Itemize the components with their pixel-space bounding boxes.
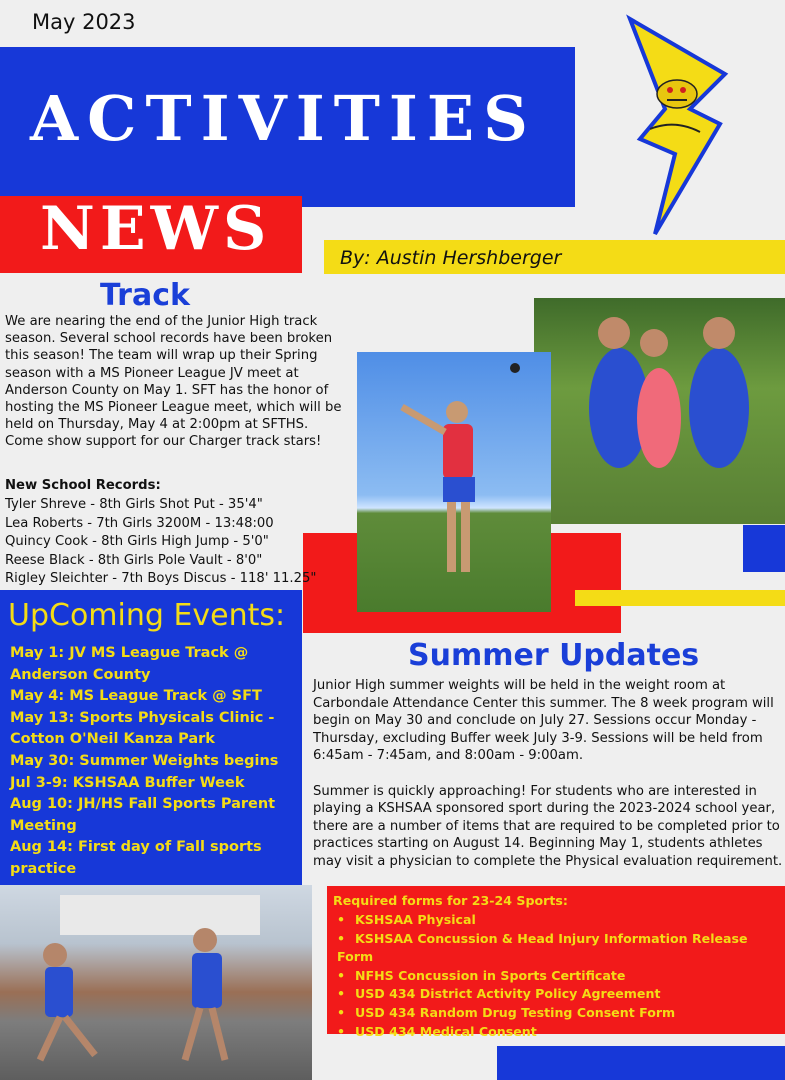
byline: By: Austin Hershberger	[340, 247, 562, 269]
upcoming-events-heading: UpComing Events:	[8, 598, 286, 633]
upcoming-events-list	[10, 643, 295, 881]
lightning-bolt-mascot-icon	[615, 14, 730, 239]
form-item: • USD 434 Random Drug Testing Consent Form	[337, 1004, 785, 1023]
summer-paragraph: Summer is quickly approaching! For students who are interested in playing a KSHSAA sponsored sport during the 2023-2024 school year, there are a number of items that are required to be completed prior to practices starting on August 14. Beginning May 1, students athletes may visit a physician to complete the Physical evaluation requirement.	[313, 783, 783, 869]
form-item: • NFHS Concussion in Sports Certificate	[337, 967, 785, 986]
event-item	[10, 751, 295, 773]
event-date: May 13:	[10, 709, 75, 726]
event-text: KSHSAA Buffer Week	[67, 774, 245, 791]
blue-accent-bottom	[497, 1046, 785, 1080]
photo-boys-sprinters	[0, 885, 312, 1080]
photo-distance-runners	[534, 298, 785, 524]
records-list	[5, 496, 316, 589]
event-text: Summer Weights begins	[74, 752, 279, 769]
event-item	[10, 686, 295, 708]
event-item	[10, 708, 295, 751]
event-date: Jul 3-9:	[10, 774, 68, 791]
event-item	[10, 773, 295, 795]
event-date: Aug 10:	[10, 796, 73, 813]
photo-shot-put	[357, 352, 551, 612]
record-item: Reese Black - 8th Girls Pole Vault - 8'0"	[5, 552, 263, 568]
event-item	[10, 794, 295, 837]
event-text: JH/HS Fall Sports Parent Meeting	[10, 796, 276, 834]
yellow-accent-stripe	[575, 590, 785, 606]
form-item: • USD 434 Medical Consent	[337, 1023, 785, 1042]
required-forms-heading: Required forms for 23-24 Sports:	[333, 893, 568, 908]
track-body: We are nearing the end of the Junior High track season. Several school records have been broken this season! The team will wrap up their Spring season with a MS Pioneer League JV meet at Anderson County on May 1. SFT has the honor of hosting the MS Pioneer League meet, which will be held on Thursday, May 4 at 2:00pm at SFTHS. Come show support for our Charger track stars!	[5, 314, 342, 450]
records-heading: New School Records:	[5, 478, 161, 493]
record-item: Lea Roberts - 7th Girls 3200M - 13:48:00	[5, 515, 274, 531]
event-date: Aug 14:	[10, 839, 73, 856]
record-item: Tyler Shreve - 8th Girls Shot Put - 35'4"	[5, 497, 263, 512]
blue-accent-square	[743, 525, 785, 572]
issue-date: May 2023	[32, 10, 136, 34]
title-activities: ACTIVITIES	[30, 82, 537, 155]
event-text: JV MS League Track @ Anderson County	[10, 645, 249, 683]
summer-updates-body	[313, 677, 783, 871]
track-heading: Track	[100, 278, 190, 313]
event-text: Sports Physicals Clinic - Cotton O'Neil Kanza Park	[10, 709, 275, 748]
event-date: May 30:	[10, 752, 75, 769]
summer-updates-heading: Summer Updates	[408, 638, 700, 673]
event-text: First day of Fall sports practice	[10, 839, 262, 877]
form-item: • KSHSAA Concussion & Head Injury Information Release Form	[337, 930, 785, 967]
record-item: Quincy Cook - 8th Girls High Jump - 5'0"	[5, 534, 269, 549]
event-text: MS League Track @ SFT	[64, 688, 262, 705]
required-forms-list	[337, 911, 785, 1041]
event-date: May 4:	[10, 688, 65, 705]
form-item: • USD 434 District Activity Policy Agreement	[337, 985, 785, 1004]
form-item: • KSHSAA Physical	[337, 911, 785, 930]
event-item	[10, 643, 295, 686]
summer-paragraph: Junior High summer weights will be held in the weight room at Carbondale Attendance Center this summer. The 8 week program will begin on May 30 and conclude on July 27. Sessions occur Monday - Thursday, excluding Buffer week July 3-9. Sessions will be held from 6:45am - 7:45am, and 8:00am - 9:00am.	[313, 678, 774, 764]
event-date: May 1:	[10, 645, 65, 661]
record-item: Rigley Sleichter - 7th Boys Discus - 118' 11.25"	[5, 571, 317, 586]
event-item	[10, 837, 295, 880]
title-news: NEWS	[40, 194, 272, 264]
